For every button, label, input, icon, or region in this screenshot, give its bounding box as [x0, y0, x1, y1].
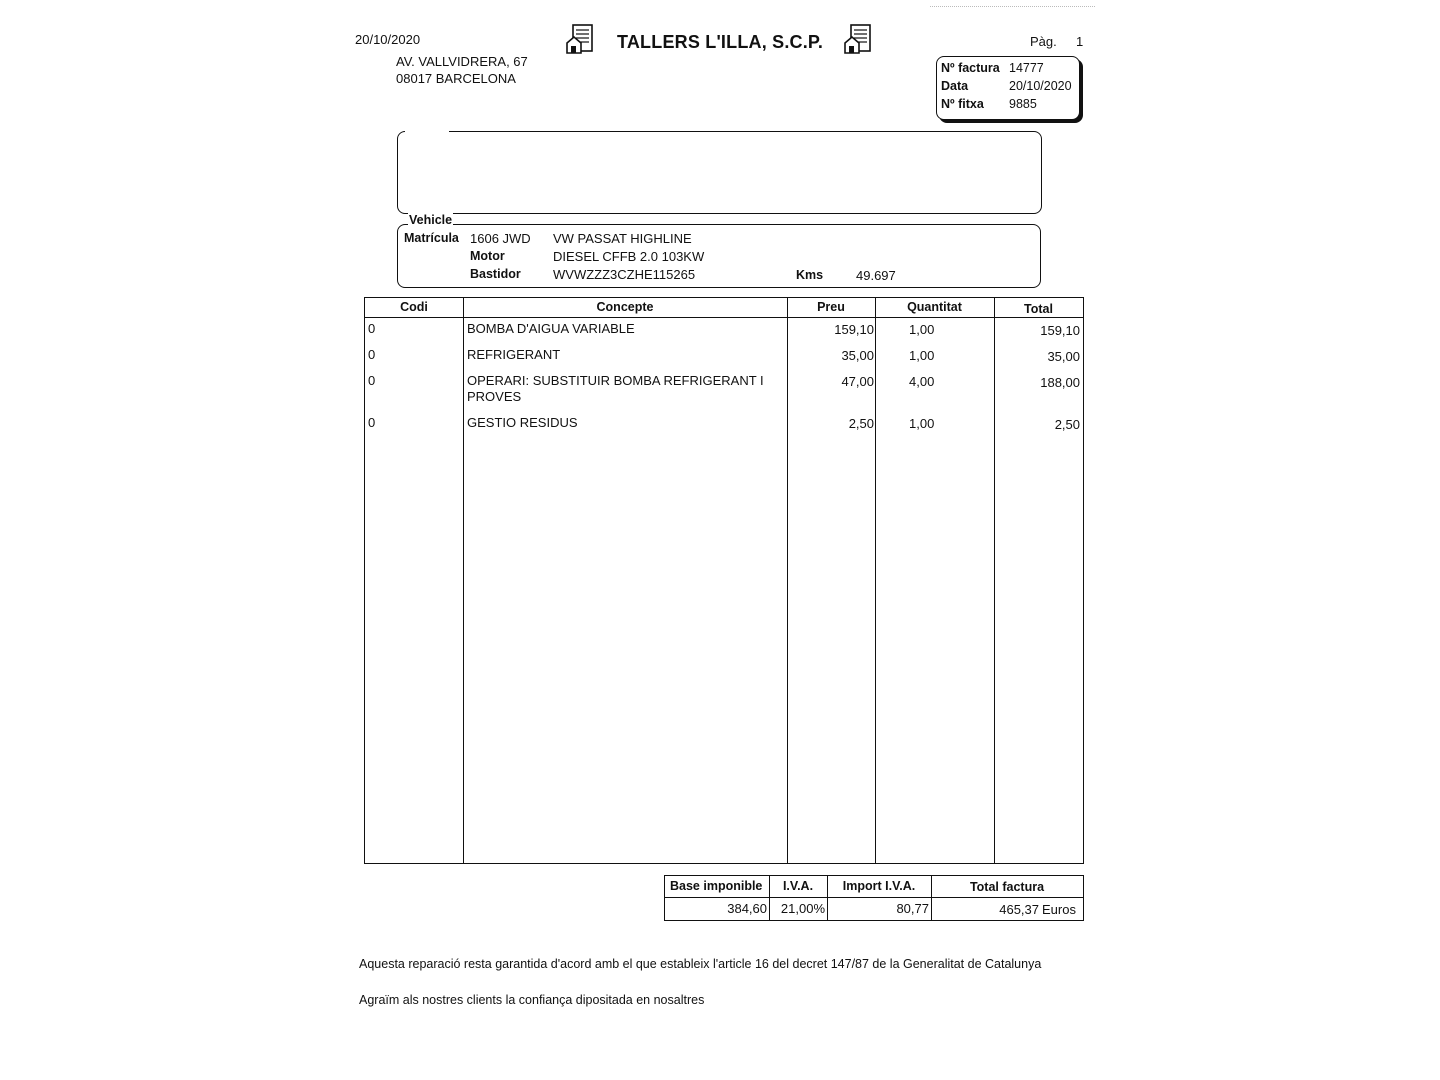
kms-value: 49.697: [856, 268, 896, 283]
header-divider: [365, 317, 1083, 318]
vat-amount-value: 80,77: [896, 901, 929, 916]
invoice-date: 20/10/2020: [1009, 79, 1072, 93]
totals-table: [664, 875, 1084, 921]
row-price: 47,00: [841, 374, 874, 389]
row-code: 0: [368, 373, 376, 388]
invoice-number-label: Nº factura: [941, 61, 1000, 75]
invoice-number: 14777: [1009, 61, 1044, 75]
company-name: TALLERS L'ILLA, S.C.P.: [617, 32, 824, 52]
thanks-note: Agraïm als nostres clients la confiança dipositada en nosaltres: [359, 993, 705, 1007]
print-date: 20/10/2020: [355, 32, 421, 47]
row-price: 2,50: [848, 416, 874, 431]
base-value: 384,60: [727, 901, 767, 916]
row-quantity: 4,00: [909, 374, 935, 389]
page-number: 1: [1076, 34, 1084, 49]
row-price: 159,10: [834, 322, 874, 337]
row-code: 0: [368, 415, 376, 430]
row-concept: GESTIO RESIDUS: [467, 415, 578, 430]
company-address-city: 08017 BARCELONA: [396, 71, 516, 86]
house-document-icon: [566, 24, 594, 54]
row-quantity: 1,00: [909, 416, 935, 431]
vat-amount-label: Import I.V.A.: [842, 879, 916, 893]
house-document-icon: [844, 24, 872, 54]
base-label: Base imponible: [670, 879, 763, 893]
header-total: Total: [1024, 302, 1053, 316]
vat-value: 21,00%: [780, 901, 825, 916]
vat-label: I.V.A.: [782, 879, 814, 893]
card-number-label: Nº fitxa: [941, 97, 984, 111]
plate-label: Matrícula: [404, 231, 459, 245]
row-total: 188,00: [1040, 375, 1080, 390]
items-table: [364, 297, 1084, 864]
engine-value: DIESEL CFFB 2.0 103KW: [553, 249, 705, 264]
row-total: 159,10: [1040, 323, 1080, 338]
row-concept: OPERARI: SUBSTITUIR BOMBA REFRIGERANT I PROVES: [467, 373, 764, 404]
header-quantity: Quantitat: [907, 300, 962, 314]
plate-value: 1606 JWD: [470, 231, 531, 246]
total-label: Total factura: [969, 880, 1045, 894]
row-concept: REFRIGERANT: [467, 347, 561, 362]
card-number: 9885: [1009, 97, 1037, 111]
header-code: Codi: [400, 300, 428, 314]
column-divider: [463, 298, 464, 863]
vehicle-legend: Vehicle: [409, 213, 453, 227]
company-address-street: AV. VALLVIDRERA, 67: [396, 54, 528, 69]
total-value: 465,37: [999, 902, 1039, 917]
header-concept: Concepte: [596, 300, 654, 314]
row-price: 35,00: [841, 348, 874, 363]
warranty-notice: Aquesta reparació resta garantida d'acord amb el que estableix l'article 16 del decret 147/87 de la Generalitat de Catalunya: [359, 957, 1042, 971]
engine-label: Motor: [470, 249, 505, 263]
currency: Euros: [1042, 902, 1076, 917]
chassis-label: Bastidor: [470, 267, 521, 281]
row-code: 0: [368, 347, 376, 362]
row-total: 35,00: [1047, 349, 1080, 364]
invoice-date-label: Data: [941, 79, 969, 93]
vehicle-model: VW PASSAT HIGHLINE: [553, 231, 692, 246]
row-code: 0: [368, 321, 376, 336]
chassis-value: WVWZZZ3CZHE115265: [553, 267, 696, 282]
client-box: [397, 131, 1042, 214]
kms-label: Kms: [796, 268, 824, 282]
row-concept: BOMBA D'AIGUA VARIABLE: [467, 321, 635, 336]
invoice-info-box: [936, 56, 1080, 120]
row-quantity: 1,00: [909, 322, 935, 337]
column-divider: [875, 298, 876, 863]
header-price: Preu: [817, 300, 845, 314]
page-label: Pàg.: [1030, 34, 1057, 49]
row-total: 2,50: [1054, 417, 1080, 432]
scan-artifact-line: [930, 6, 1095, 7]
row-quantity: 1,00: [909, 348, 935, 363]
client-box-gap: [405, 128, 449, 134]
header-divider: [665, 897, 1083, 898]
